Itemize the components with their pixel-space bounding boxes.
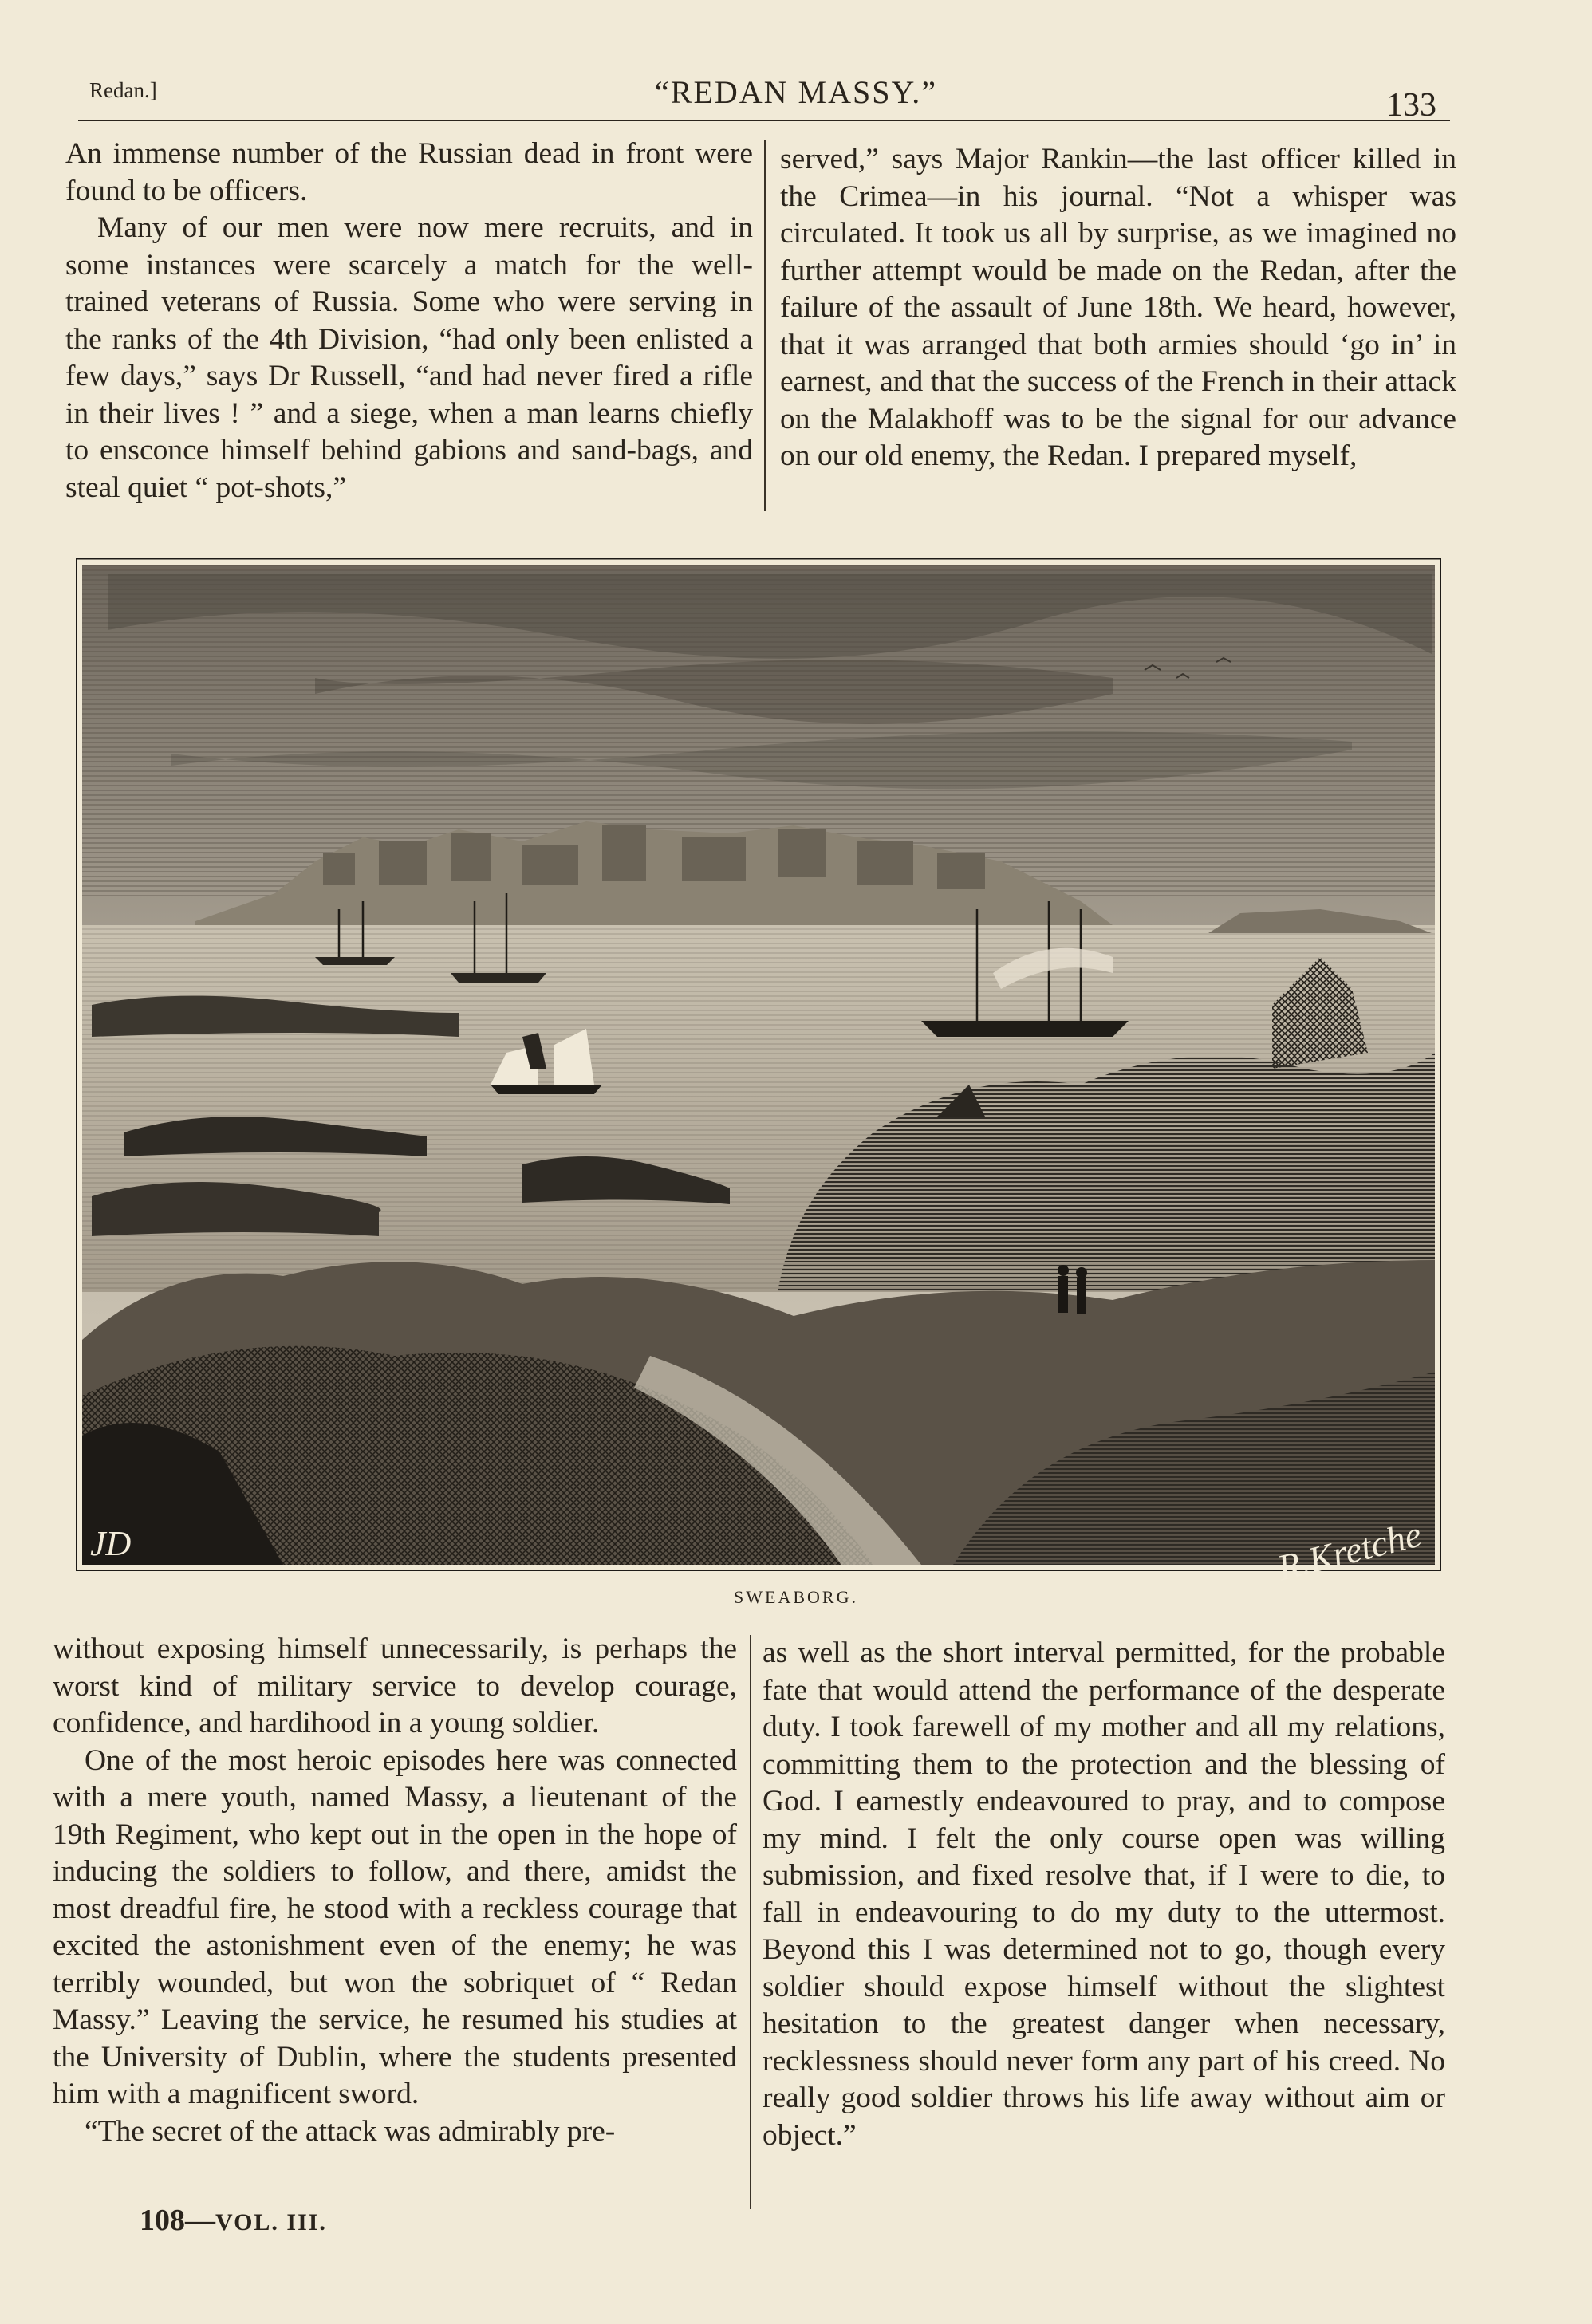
artist-signature: R.Kretche xyxy=(1273,1513,1425,1589)
column-divider-bottom xyxy=(750,1635,751,2209)
paragraph: served,” says Major Rankin—the last officer killed in the Crimea—in his journal. “Not a whisper was circulated. It took us all by surprise, as we imagined no further attempt would be made on the Redan, after the failure of the assault of June 18th. We heard, however, that it was arranged that both armies should ‘go in’ in earnest, and that the success of the French in their attack on the Malakhoff was to be the signal for our advance on our old enemy, the Redan. I prepared myself, xyxy=(780,143,1456,472)
header-rule xyxy=(78,120,1450,121)
column-top-left xyxy=(65,136,753,506)
running-head-left: Redan.] xyxy=(89,78,157,102)
paragraph: as well as the short interval permitted, for the probable fate that would attend the performance of the desperate duty. I took farewell of my mother and all my relations, committing them to the protection and the blessing of God. I earnestly endeavoured to pray, and to compose my mind. I felt the only course open was willing submission, and fixed resolve that, if I were to die, to fall in endeavouring to do my duty to the uttermost. Beyond this I was determined not to go, though every soldier should expose himself without the slightest hesitation to the greatest danger when necessary, recklessness should never form any part of his creed. No really good soldier throws his life away without aim or object.” xyxy=(763,1637,1445,2152)
figure-caption: SWEABORG. xyxy=(734,1587,858,1607)
volume-label: VOL. III. xyxy=(215,2209,327,2235)
running-head-title: “REDAN MASSY.” xyxy=(655,74,937,110)
column-bottom-left xyxy=(53,1631,737,2150)
engraving-sweaborg xyxy=(76,558,1441,1571)
paragraph: One of the most heroic episodes here was connected with a mere youth, named Massy, a lieutenant of the 19th Regiment, who kept out in the open in the hope of inducing the soldiers to follow, and there, amidst the most dreadful fire, he stood with a reckless courage that excited the astonishment even of the enemy; he was terribly wounded, but won the sobriquet of “ Redan Massy.” Leaving the service, he resumed his studies at the University of Dublin, where the students presented him with a magnificent sword. xyxy=(53,1743,737,2110)
signature-mark xyxy=(140,2203,327,2238)
paragraph: Many of our men were now mere recruits, and in some instances were scarcely a match for the well-trained veterans of Russia. Some who were serving in the ranks of the 4th Division, “had only been enlisted a few days,” says Dr Russell, “and had never fired a rifle in their lives ! ” and a siege, when a man learns chiefly to ensconce himself behind gabions and sand-bags, and steal quiet “ pot-shots,” xyxy=(65,211,753,504)
page-number: 133 xyxy=(1386,87,1436,124)
engraver-monogram: JD xyxy=(90,1524,132,1563)
paragraph: “The secret of the attack was admirably pre- xyxy=(85,2114,616,2148)
column-bottom-right xyxy=(763,1635,1445,2154)
column-top-right xyxy=(780,141,1456,475)
paragraph: without exposing himself unnecessarily, is perhaps the worst kind of military service to develop courage, confidence, and hardihood in a young soldier. xyxy=(53,1633,737,1739)
signature-number: 108— xyxy=(140,2204,215,2237)
column-divider-top xyxy=(764,140,766,511)
paragraph: An immense number of the Russian dead in front were found to be officers. xyxy=(65,137,753,207)
engraving-illustration xyxy=(76,558,1441,1571)
